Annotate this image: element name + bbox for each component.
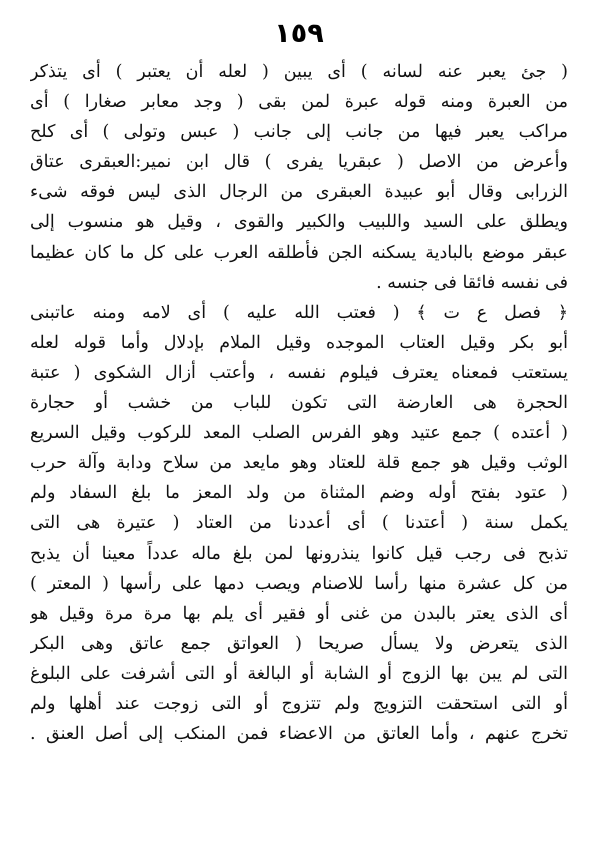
text-line: من العبرة ومنه قوله عبرة لمن بقى ( وجد معابر صغارا ) أى <box>30 92 568 113</box>
body-text <box>30 57 568 749</box>
text-line: أى الذى يعتر بالبدن من غنى أو فقير أى يلم بها مرة مرة وقيل هو <box>30 603 568 624</box>
text-line: يكمل سنة ( أعتدنا ) أى أعددنا من العتاد ( عتيرة هى التى <box>30 513 568 534</box>
text-line: تذبح فى رجب قيل كانوا ينذرونها لمن بلغ ماله عدداً معينا أن يذبح <box>30 543 568 564</box>
text-line: وأعرض من الاصل ( عبقريا يفرى ) قال ابن نمير:العبقرى عتاق <box>30 152 568 173</box>
text-line: تخرج عنهم ، وأما العاتق من الاعضاء فمن المنكب إلى أصل العنق . <box>30 724 568 745</box>
text-line: الذى يتعرض ولا يسأل صريحا ( العواتق جمع عاتق وهى البكر <box>30 633 568 654</box>
text-line: ( أعتده ) جمع عتيد وهو الفرس الصلب المعد للركوب وقيل السريع <box>30 423 568 444</box>
text-line: الزرابى وقال أبو عبيدة العبقرى من الرجال الذى ليس فوقه شىء <box>30 182 568 203</box>
text-line: عبقر موضع بالبادية يسكنه الجن فأطلقه العرب على كل ما كان عظيما <box>30 242 568 263</box>
text-line: مراكب يعبر فيها من جانب إلى جانب ( عبس وتولى ) أى كلح <box>30 122 568 143</box>
text-line: ( جئ يعبر عنه لسانه ) أى يبين ( لعله أن يعتبر ) أى يتذكر <box>30 62 568 82</box>
text-line: ( عتود بفتح أوله وضم المثناة من ولد المعز ما بلغ السفاد ولم <box>30 483 568 504</box>
text-line: أبو بكر وقيل العتاب الموجده وقيل الملام بإدلال وأما قوله لعله <box>30 332 568 353</box>
page-number: ١٥٩ <box>274 18 324 49</box>
text-line: الحجرة هى العارضة التى تكون للباب من خشب أو حجارة <box>30 393 568 414</box>
text-line: التى لم يبن بها الزوج أو الشابة أو البالغة أو التى أشرفت على البلوغ <box>30 663 568 684</box>
text-line: أو التى استحقت التزويج ولم تتزوج أو التى زوجت عند أهلها ولم <box>30 693 568 714</box>
text-line: من كل عشرة منها رأسا للاصنام ويصب دمها على رأسها ( المعتر ) <box>30 573 568 594</box>
text-line: يستعتب فمعناه يعترف فيلوم نفسه ، وأعتب أزال الشكوى ( عتبة <box>30 362 568 383</box>
text-line: ويطلق على السيد واللبيب والكبير والقوى ، وقيل هو منسوب إلى <box>30 212 568 233</box>
text-line: فى نفسه فائقا فى جنسه . <box>376 272 568 293</box>
text-line: الوثب وقيل هو جمع قلة للعتاد وهو مايعد من سلاح ودابة وآلة حرب <box>30 453 568 474</box>
text-line: ﴿ فصل ع ت ﴾ ( فعتب الله عليه ) أى لامه ومنه عاتبنى <box>30 302 568 323</box>
